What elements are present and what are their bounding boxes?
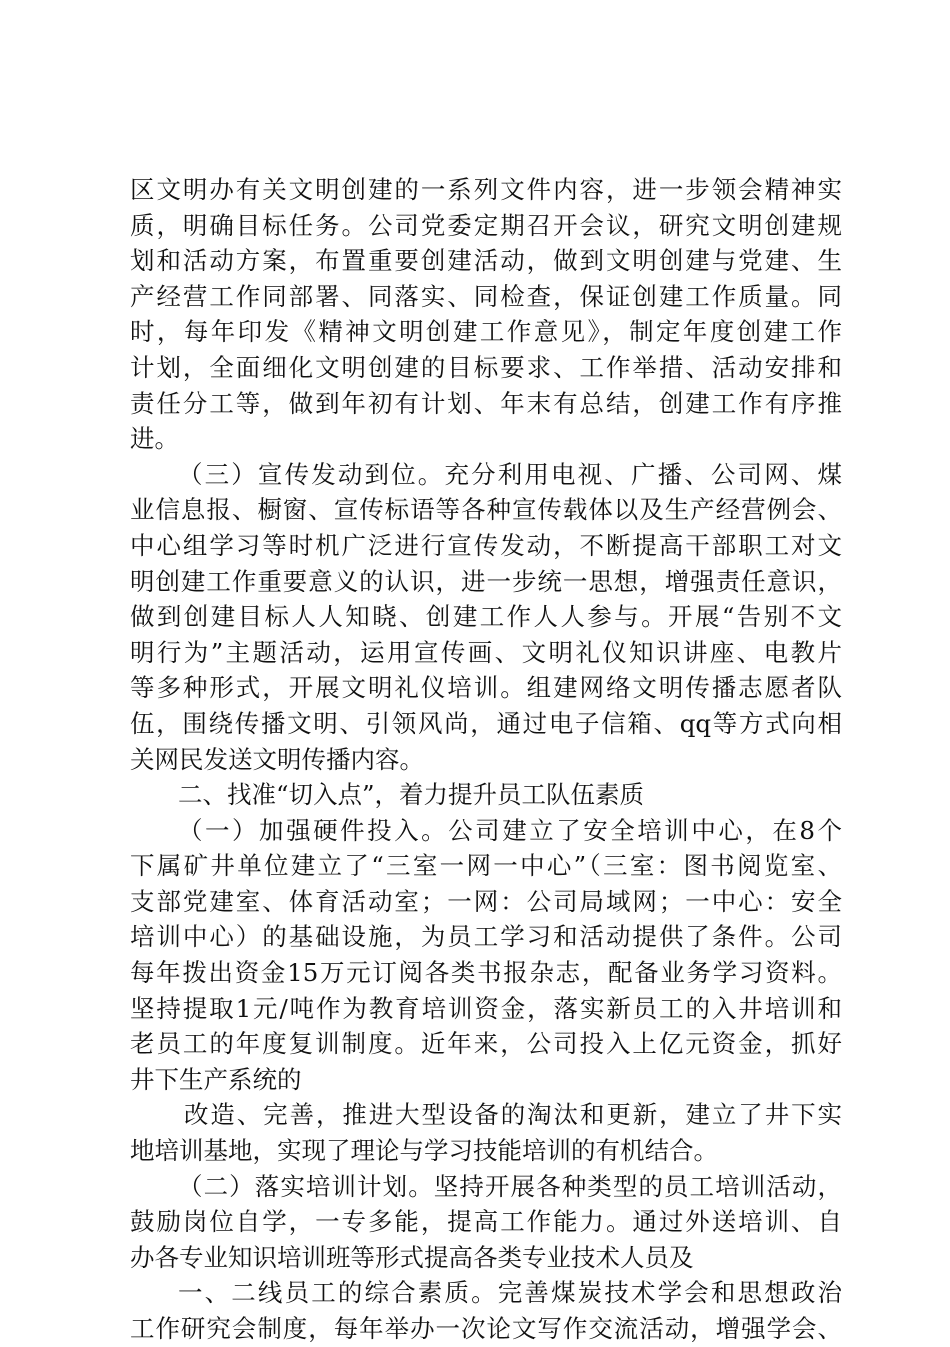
text-line: 业信息报、橱窗、宣传标语等各种宣传载体以及生产经营例会、 (130, 495, 842, 525)
text-line: 关网民发送文明传播内容。 (130, 744, 424, 774)
text-line: 办各专业知识培训班等形式提高各类专业技术人员及 (130, 1242, 694, 1272)
text-line: 质，明确目标任务。公司党委定期召开会议，研究文明创建规 (130, 210, 842, 240)
text-line: 进。 (130, 424, 179, 454)
text-line: 每年拨出资金15万元订阅各类书报杂志，配备业务学习资料。 (130, 958, 842, 988)
text-line: 井下生产系统的 (130, 1064, 302, 1094)
text-line: 责任分工等，做到年初有计划、年末有总结，创建工作有序推 (130, 388, 842, 418)
text-line: 做到创建目标人人知晓、创建工作人人参与。开展“告别不文 (130, 602, 842, 632)
text-line: 二、找准“切入点”，着力提升员工队伍素质 (178, 780, 645, 810)
text-line: 等多种形式，开展文明礼仪培训。组建网络文明传播志愿者队 (130, 673, 842, 703)
text-line: 时，每年印发《精神文明创建工作意见》，制定年度创建工作 (130, 317, 842, 347)
text-line: 明行为”主题活动，运用宣传画、文明礼仪知识讲座、电教片 (130, 637, 842, 667)
text-line: 支部党建室、体育活动室；一网：公司局域网；一中心：安全 (130, 886, 842, 916)
text-line: （二）落实培训计划。坚持开展各种类型的员工培训活动， (178, 1171, 842, 1201)
text-line: （一）加强硬件投入。公司建立了安全培训中心，在8个 (178, 815, 842, 845)
text-line: 划和活动方案，布置重要创建活动，做到文明创建与党建、生 (130, 246, 842, 276)
text-line: 中心组学习等时机广泛进行宣传发动，不断提高干部职工对文 (130, 530, 842, 560)
text-line: 培训中心）的基础设施，为员工学习和活动提供了条件。公司 (130, 922, 842, 952)
text-line: 老员工的年度复训制度。近年来，公司投入上亿元资金，抓好 (130, 1029, 842, 1059)
text-line: 一、二线员工的综合素质。完善煤炭技术学会和思想政治 (178, 1278, 842, 1308)
document-body (130, 172, 842, 1347)
text-line: 产经营工作同部署、同落实、同检查，保证创建工作质量。同 (130, 281, 842, 311)
text-line: 鼓励岗位自学，一专多能，提高工作能力。通过外送培训、自 (130, 1207, 842, 1237)
text-line: 区文明办有关文明创建的一系列文件内容，进一步领会精神实 (130, 175, 842, 204)
text-line: 工作研究会制度，每年举办一次论文写作交流活动，增强学会、 (130, 1314, 842, 1343)
text-line: 计划，全面细化文明创建的目标要求、工作举措、活动安排和 (130, 352, 842, 382)
text-line: 改造、完善，推进大型设备的淘汰和更新，建立了井下实 (184, 1100, 842, 1130)
text-line: 明创建工作重要意义的认识，进一步统一思想，增强责任意识， (130, 566, 842, 596)
text-line: 伍，围绕传播文明、引领风尚，通过电子信箱、qq等方式向相 (130, 708, 842, 738)
text-line: 坚持提取1元/吨作为教育培训资金，落实新员工的入井培训和 (130, 993, 842, 1023)
text-line: （三）宣传发动到位。充分利用电视、广播、公司网、煤 (178, 459, 842, 489)
text-line: 下属矿井单位建立了“三室一网一中心”（三室：图书阅览室、 (130, 851, 842, 881)
text-line: 地培训基地，实现了理论与学习技能培训的有机结合。 (130, 1136, 718, 1166)
